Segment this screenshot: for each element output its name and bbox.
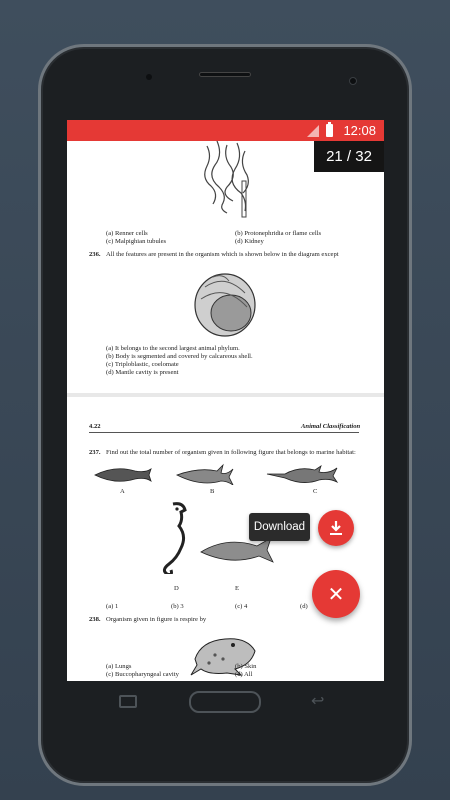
- figure-seahorse-d: [155, 500, 191, 574]
- q237-option-d[interactable]: (d): [300, 603, 308, 610]
- q235-option-c[interactable]: (c) Malpighian tubules: [106, 238, 167, 245]
- q237-option-a[interactable]: (a) 1: [106, 603, 119, 610]
- q238-option-a[interactable]: (a) Lungs: [106, 663, 132, 670]
- close-fab-button[interactable]: [312, 570, 360, 618]
- q238-text: Organism given in figure is respire by: [106, 616, 207, 623]
- figure-fish-a: [93, 463, 153, 485]
- q236-option-a[interactable]: (a) It belongs to the second largest animal phylum.: [106, 345, 240, 352]
- q238-number: 238.: [89, 616, 101, 623]
- q235-option-a[interactable]: (a) Renner cells: [106, 230, 148, 237]
- q235-option-b[interactable]: (b) Protonephridia or flame cells: [235, 230, 322, 237]
- header-rule: [89, 432, 359, 433]
- fig-label-e: E: [235, 585, 240, 592]
- back-icon[interactable]: ↩: [311, 691, 325, 710]
- q237-number: 237.: [89, 449, 101, 456]
- chapter-title: Animal Classification: [301, 423, 361, 430]
- signal-icon: [307, 125, 319, 137]
- figure-snail-shell: [189, 269, 259, 339]
- q237-text: Find out the total number of organism given in following figure that belongs to marine habitat:: [106, 449, 356, 456]
- page-counter: 21 / 32: [314, 141, 384, 172]
- q236-option-c[interactable]: (c) Triploblastic, coelomate: [106, 361, 179, 368]
- q236-text: All the features are present in the organism which is shown below in the diagram except: [106, 251, 339, 258]
- home-button[interactable]: [189, 691, 261, 713]
- q238-option-b[interactable]: (b) Skin: [235, 663, 257, 670]
- q238-option-d[interactable]: (d) All: [235, 671, 253, 678]
- download-icon: [318, 510, 354, 546]
- q237-option-c[interactable]: (c) 4: [235, 603, 248, 610]
- page-number: 4.22: [89, 423, 101, 430]
- q235-option-d[interactable]: (d) Kidney: [235, 238, 264, 245]
- figure-fish-b: [175, 463, 235, 485]
- download-label[interactable]: Download: [249, 513, 310, 541]
- fig-label-d: D: [174, 585, 179, 592]
- q236-option-d[interactable]: (d) Mantle cavity is present: [106, 369, 179, 376]
- figure-excretory-organ: [197, 141, 257, 221]
- fig-label-a: A: [120, 488, 125, 495]
- hardware-nav-bar: [67, 691, 384, 723]
- close-icon: ✕: [327, 582, 345, 606]
- page-break: [67, 393, 384, 397]
- status-bar: [67, 120, 384, 141]
- battery-icon: [326, 124, 333, 137]
- q236-option-b[interactable]: (b) Body is segmented and covered by calcareous shell.: [106, 353, 253, 360]
- download-button[interactable]: [318, 510, 354, 546]
- earpiece-speaker: [199, 72, 251, 77]
- front-camera: [349, 77, 357, 85]
- figure-fish-c: [265, 463, 339, 485]
- proximity-sensor: [146, 74, 152, 80]
- status-time: 12:08: [343, 123, 376, 138]
- fig-label-c: C: [313, 488, 318, 495]
- recent-apps-icon[interactable]: [119, 695, 137, 708]
- fig-label-b: B: [210, 488, 215, 495]
- q237-option-b[interactable]: (b) 3: [171, 603, 184, 610]
- q238-option-c[interactable]: (c) Buccopharyngeal cavity: [106, 671, 179, 678]
- q236-number: 236.: [89, 251, 101, 258]
